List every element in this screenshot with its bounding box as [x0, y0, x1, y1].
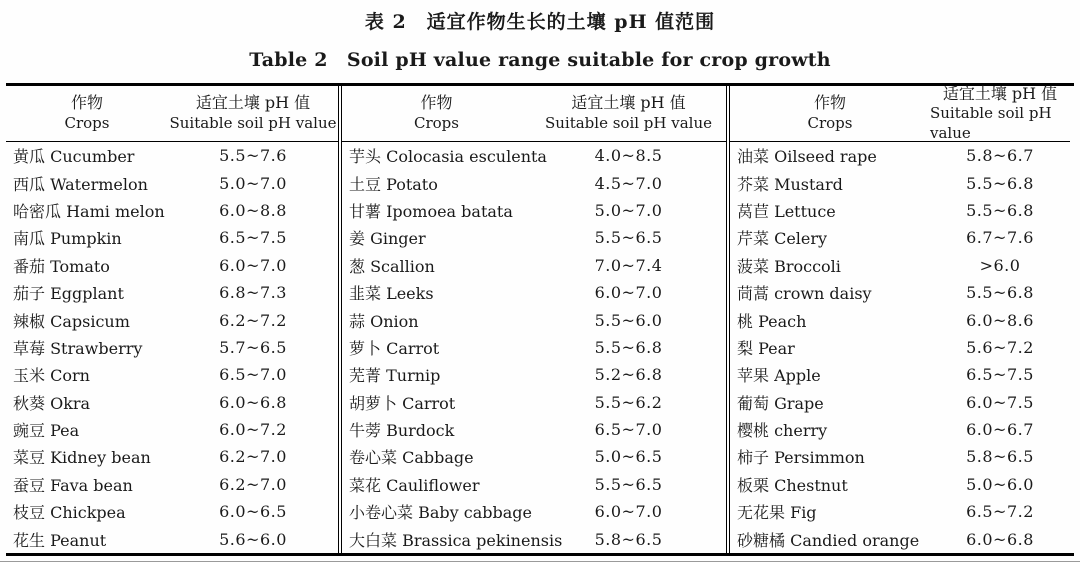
- ph-value: 6.0~7.5: [966, 392, 1034, 412]
- soil-ph-table: [6, 83, 1074, 556]
- ph-value: 5.0~6.5: [594, 447, 663, 467]
- table-row: [6, 361, 338, 388]
- table-row: [6, 306, 338, 333]
- ph-value: 5.8~6.5: [594, 529, 663, 549]
- crop-name: 牛蒡 Burdock: [349, 421, 455, 441]
- table-row: [342, 197, 726, 224]
- table-row: [730, 142, 1070, 169]
- ph-value: 5.6~7.2: [966, 337, 1034, 357]
- table-row: [342, 389, 726, 416]
- ph-value: 5.8~6.7: [966, 146, 1034, 166]
- ph-header-zh: 适宜土壤 pH 值: [195, 93, 311, 113]
- ph-header-en: Suitable soil pH value: [930, 104, 1052, 142]
- ph-value: 6.0~8.6: [966, 310, 1034, 330]
- ph-value: 5.0~7.0: [594, 200, 663, 220]
- table-row: [6, 169, 338, 196]
- crop-name: 姜 Ginger: [349, 229, 426, 249]
- table-row: [6, 498, 338, 525]
- crop-name: 菠菜 Broccoli: [737, 256, 841, 276]
- ph-value: 6.0~8.8: [219, 200, 287, 220]
- ph-value: 6.0~6.7: [966, 420, 1034, 440]
- crop-name: 甘薯 Ipomoea batata: [349, 201, 513, 221]
- crop-name: 葱 Scallion: [349, 256, 435, 276]
- ph-value: 4.5~7.0: [594, 173, 663, 193]
- ph-value: 6.5~7.0: [219, 365, 287, 385]
- group-rows: [730, 142, 1070, 553]
- table-row: [730, 334, 1070, 361]
- table-row: [342, 525, 726, 552]
- table-row: [730, 197, 1070, 224]
- crop-name: 茼蒿 crown daisy: [737, 284, 872, 304]
- table-row: [6, 471, 338, 498]
- crops-header-zh: 作物: [813, 93, 846, 113]
- ph-value: 6.5~7.5: [966, 365, 1034, 385]
- table-row: [342, 334, 726, 361]
- table-group-3: [730, 83, 1070, 553]
- crop-name: 菜豆 Kidney bean: [13, 448, 151, 468]
- crops-header-zh: 作物: [420, 93, 453, 113]
- crop-name: 番茄 Tomato: [13, 256, 110, 276]
- ph-value: 6.5~7.2: [966, 502, 1034, 522]
- ph-column-header: [531, 86, 726, 141]
- ph-header-en: Suitable soil pH value: [169, 114, 337, 133]
- crop-name: 柿子 Persimmon: [737, 448, 865, 468]
- crop-name: 枝豆 Chickpea: [13, 503, 126, 523]
- table-row: [342, 471, 726, 498]
- table-row: [730, 279, 1070, 306]
- group-header: [342, 86, 726, 142]
- table-row: [730, 252, 1070, 279]
- crops-header-en: Crops: [64, 114, 110, 133]
- group-header: [6, 86, 338, 142]
- crop-name: 板栗 Chestnut: [737, 475, 848, 495]
- table-row: [342, 306, 726, 333]
- ph-value: 6.0~7.0: [219, 255, 287, 275]
- ph-value: 6.8~7.3: [219, 283, 287, 303]
- ph-value: 6.0~6.8: [219, 392, 287, 412]
- crops-header-zh: 作物: [70, 93, 103, 113]
- ph-value: 4.0~8.5: [594, 146, 663, 166]
- table-row: [6, 334, 338, 361]
- crop-name: 草莓 Strawberry: [13, 338, 143, 358]
- crop-name: 芋头 Colocasia esculenta: [349, 147, 547, 167]
- crop-name: 无花果 Fig: [737, 503, 817, 523]
- page-title-zh: 表 2 适宜作物生长的土壤 pH 值范围: [364, 11, 716, 33]
- crop-name: 黄瓜 Cucumber: [13, 147, 135, 167]
- table-row: [730, 443, 1070, 470]
- crop-name: 大白菜 Brassica pekinensis: [349, 530, 563, 550]
- ph-value: 5.7~6.5: [219, 337, 287, 357]
- crop-name: 小卷心菜 Baby cabbage: [349, 503, 532, 523]
- crop-name: 卷心菜 Cabbage: [349, 448, 474, 468]
- ph-value: 5.5~6.8: [966, 200, 1034, 220]
- ph-value: 6.2~7.0: [219, 474, 287, 494]
- table-row: [342, 443, 726, 470]
- ph-header-en: Suitable soil pH value: [544, 114, 713, 133]
- ph-value: 5.5~6.0: [594, 310, 663, 330]
- crop-name: 蒜 Onion: [349, 311, 419, 331]
- group-header: [730, 83, 1070, 142]
- ph-value: 5.5~6.8: [966, 173, 1034, 193]
- ph-value: 5.5~6.5: [594, 474, 663, 494]
- crop-name: 西瓜 Watermelon: [13, 174, 148, 194]
- table-row: [730, 389, 1070, 416]
- table-row: [342, 498, 726, 525]
- crops-header-en: Crops: [807, 114, 853, 133]
- ph-value: 6.0~7.2: [219, 420, 287, 440]
- crop-name: 芜菁 Turnip: [349, 366, 441, 386]
- ph-column-header: [930, 83, 1070, 142]
- ph-value: 5.0~6.0: [966, 474, 1034, 494]
- group-rows: [6, 142, 338, 553]
- table-row: [342, 361, 726, 388]
- crop-name: 芹菜 Celery: [737, 229, 828, 249]
- ph-value: 5.0~7.0: [219, 173, 287, 193]
- ph-value: 6.2~7.0: [219, 447, 287, 467]
- crop-name: 哈密瓜 Hami melon: [13, 201, 165, 221]
- table-row: [342, 169, 726, 196]
- crop-name: 梨 Pear: [737, 338, 795, 358]
- table-row: [730, 224, 1070, 251]
- crop-name: 砂糖橘 Candied orange: [737, 530, 920, 550]
- ph-column-header: [168, 86, 338, 141]
- crops-header-en: Crops: [414, 114, 459, 133]
- ph-value: 5.2~6.8: [594, 365, 663, 385]
- table-row: [730, 416, 1070, 443]
- ph-value: 6.0~7.0: [594, 283, 663, 303]
- crop-name: 芥菜 Mustard: [737, 174, 843, 194]
- crop-name: 葡萄 Grape: [737, 393, 824, 413]
- crop-name: 南瓜 Pumpkin: [13, 229, 122, 249]
- table-row: [730, 471, 1070, 498]
- ph-value: 5.5~6.8: [594, 337, 663, 357]
- table-row: [6, 142, 338, 169]
- group-rows: [342, 142, 726, 553]
- table-row: [730, 525, 1070, 552]
- crops-column-header: [6, 86, 168, 141]
- crop-name: 辣椒 Capsicum: [13, 311, 130, 331]
- crop-name: 玉米 Corn: [13, 366, 90, 386]
- ph-value: 5.5~7.6: [219, 146, 287, 166]
- table-row: [342, 224, 726, 251]
- crop-name: 韭菜 Leeks: [349, 284, 434, 304]
- table-row: [730, 361, 1070, 388]
- crop-name: 桃 Peach: [737, 311, 807, 331]
- ph-value: 7.0~7.4: [594, 255, 663, 275]
- table-row: [6, 525, 338, 552]
- crop-name: 莴苣 Lettuce: [737, 201, 836, 221]
- ph-value: 6.7~7.6: [966, 228, 1034, 248]
- page-title-en: Table 2 Soil pH value range suitable for crop growth: [249, 49, 831, 71]
- table-row: [6, 252, 338, 279]
- table-row: [342, 252, 726, 279]
- ph-value: 5.8~6.5: [966, 447, 1034, 467]
- table-row: [342, 279, 726, 306]
- crop-name: 油菜 Oilseed rape: [737, 147, 877, 167]
- crop-name: 菜花 Cauliflower: [349, 475, 480, 495]
- crop-name: 花生 Peanut: [13, 530, 107, 550]
- table-row: [342, 142, 726, 169]
- crop-name: 苹果 Apple: [737, 366, 821, 386]
- crop-name: 豌豆 Pea: [13, 421, 80, 441]
- crop-name: 蚕豆 Fava bean: [13, 475, 133, 495]
- crop-name: 胡萝卜 Carrot: [349, 393, 456, 413]
- table-row: [6, 389, 338, 416]
- crop-name: 樱桃 cherry: [737, 421, 828, 441]
- ph-value: 5.5~6.2: [594, 392, 663, 412]
- table-row: [6, 279, 338, 306]
- ph-value: 6.0~7.0: [594, 502, 663, 522]
- ph-value: 6.0~6.5: [219, 502, 287, 522]
- table-row: [342, 416, 726, 443]
- crop-name: 萝卜 Carrot: [349, 338, 440, 358]
- table-row: [6, 224, 338, 251]
- crop-name: 土豆 Potato: [349, 174, 438, 194]
- table-row: [6, 197, 338, 224]
- crops-column-header: [342, 86, 531, 141]
- ph-header-zh: 适宜土壤 pH 值: [571, 93, 686, 113]
- ph-value: 6.5~7.5: [219, 228, 287, 248]
- table-row: [730, 306, 1070, 333]
- ph-header-zh: 适宜土壤 pH 值: [942, 83, 1058, 103]
- ph-value: 6.5~7.0: [594, 420, 663, 440]
- ph-value: 5.5~6.5: [594, 228, 663, 248]
- ph-value: 6.2~7.2: [219, 310, 287, 330]
- ph-value: >6.0: [979, 255, 1021, 275]
- title-block: [0, 0, 1080, 72]
- ph-value: 6.0~6.8: [966, 529, 1034, 549]
- table-row: [730, 169, 1070, 196]
- table-group-1: [6, 86, 338, 553]
- crop-name: 秋葵 Okra: [13, 393, 91, 413]
- crop-name: 茄子 Eggplant: [13, 284, 124, 304]
- ph-value: 5.5~6.8: [966, 283, 1034, 303]
- table-group-2: [338, 86, 730, 553]
- table-row: [6, 443, 338, 470]
- ph-value: 5.6~6.0: [219, 529, 287, 549]
- table-row: [6, 416, 338, 443]
- crops-column-header: [730, 86, 930, 141]
- table-row: [730, 498, 1070, 525]
